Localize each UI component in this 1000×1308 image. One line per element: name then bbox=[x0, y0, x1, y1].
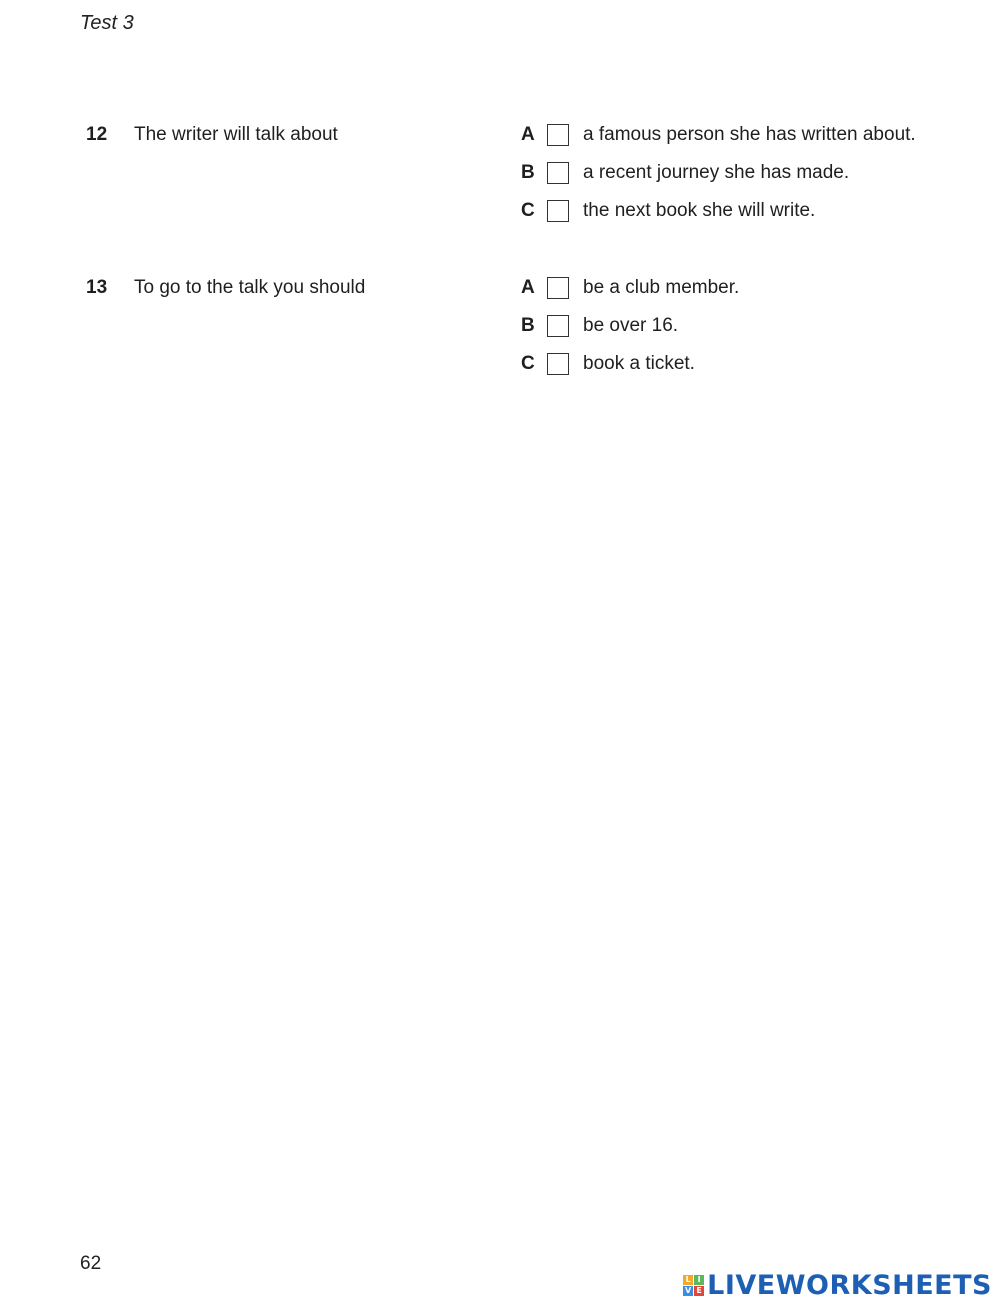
option-text: the next book she will write. bbox=[583, 200, 816, 221]
liveworksheets-logo bbox=[683, 1270, 992, 1301]
option-text: a recent journey she has made. bbox=[583, 162, 850, 183]
answer-checkbox[interactable] bbox=[547, 162, 569, 184]
option-text: be over 16. bbox=[583, 315, 679, 336]
answer-checkbox[interactable] bbox=[547, 200, 569, 222]
logo-tile: V bbox=[685, 1286, 692, 1295]
option-13-a[interactable] bbox=[521, 274, 981, 302]
logo-tile: L bbox=[683, 1275, 693, 1285]
question-stem: The writer will talk about bbox=[134, 124, 338, 145]
option-12-a[interactable] bbox=[521, 121, 981, 149]
option-13-c[interactable] bbox=[521, 350, 981, 378]
option-12-b[interactable] bbox=[521, 159, 981, 187]
page-header-title: Test 3 bbox=[80, 12, 134, 34]
option-text: book a ticket. bbox=[583, 353, 695, 374]
question-stem: To go to the talk you should bbox=[134, 277, 366, 298]
option-letter: B bbox=[521, 162, 535, 183]
liveworksheets-brand-text: LIVEWORKSHEETS bbox=[707, 1270, 992, 1301]
question-number: 13 bbox=[86, 277, 108, 298]
option-letter: C bbox=[521, 353, 535, 374]
answer-checkbox[interactable] bbox=[547, 124, 569, 146]
page-number: 62 bbox=[80, 1253, 102, 1274]
liveworksheets-logo-icon bbox=[683, 1275, 704, 1296]
option-letter: A bbox=[521, 277, 535, 298]
option-12-c[interactable] bbox=[521, 197, 981, 225]
question-number: 12 bbox=[86, 124, 108, 145]
option-text: be a club member. bbox=[583, 277, 740, 298]
option-13-b[interactable] bbox=[521, 312, 981, 340]
option-letter: C bbox=[521, 200, 535, 221]
option-letter: A bbox=[521, 124, 535, 145]
option-letter: B bbox=[521, 315, 535, 336]
logo-tile: I bbox=[694, 1275, 704, 1285]
answer-checkbox[interactable] bbox=[547, 315, 569, 337]
answer-checkbox[interactable] bbox=[547, 353, 569, 375]
answer-checkbox[interactable] bbox=[547, 277, 569, 299]
logo-tile: E bbox=[694, 1286, 704, 1296]
option-text: a famous person she has written about. bbox=[583, 124, 916, 145]
